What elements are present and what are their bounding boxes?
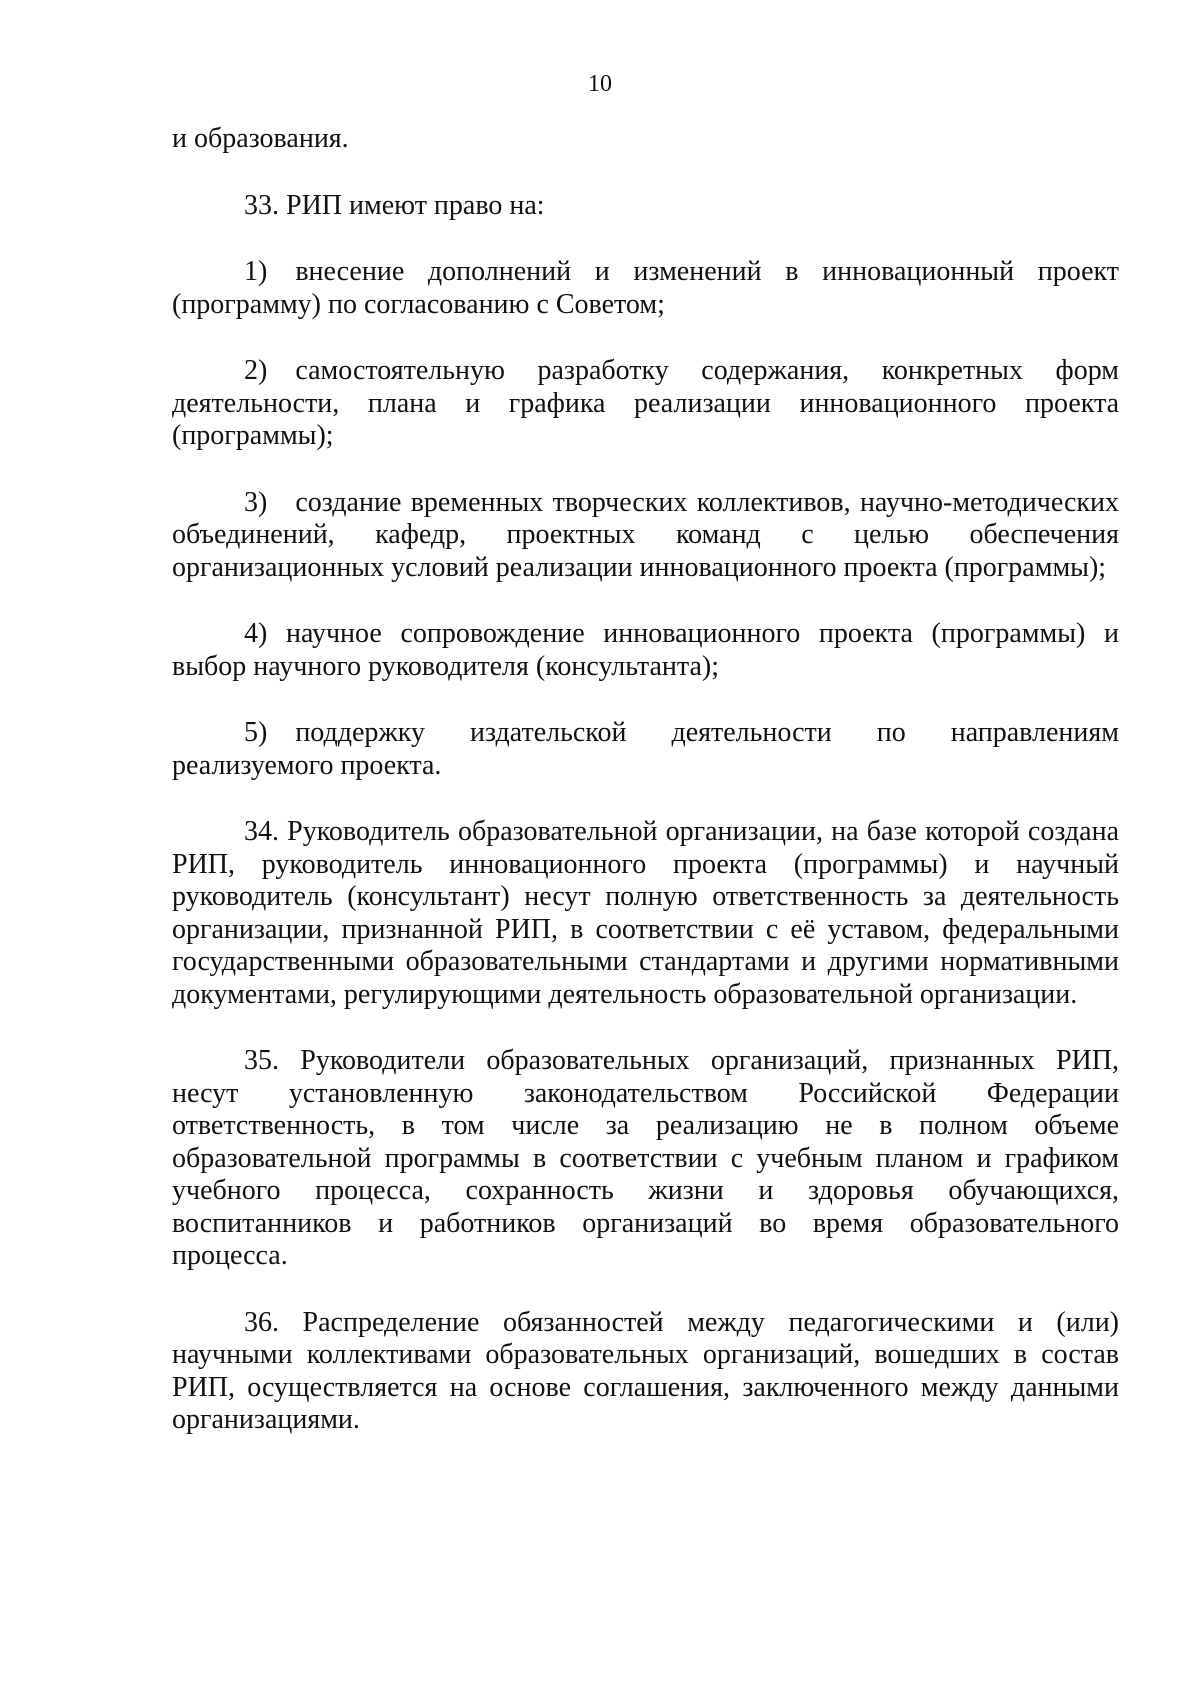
paragraph-continuation: и образования.	[172, 123, 349, 154]
page-number: 10	[588, 71, 612, 97]
clause-33-item-2: 2) самостоятельную разработку содержания, конкретных форм деятельности, плана и графика реализации инновационного проекта (программы);	[172, 355, 1119, 451]
clause-33-item-4: 4) научное сопровождение инновационного проекта (программы) и выбор научного руководителя (консультанта);	[172, 618, 1119, 682]
clause-35: 35. Руководители образовательных организаций, признанных РИП, несут установленную законодательством Российской Федерации ответственность, в том числе за реализацию не в полном объеме образовательной программы в соответствии с учебным планом и графиком учебного процесса, сохранность жизни и здоровья обучающихся, воспитанников и работников организаций во время образовательного процесса.	[172, 1045, 1119, 1271]
clause-33-heading: 33. РИП имеют право на:	[244, 189, 545, 221]
clause-34: 34. Руководитель образовательной организации, на базе которой создана РИП, руководитель инновационного проекта (программы) и научный руководитель (консультант) несут полную ответственность за деятельность организации, признанной РИП, в соответствии с её уставом, федеральными государственными образовательными стандартами и другими нормативными документами, регулирующими деятельность образовательной организации.	[172, 816, 1119, 1010]
clause-33-item-3: 3) создание временных творческих коллективов, научно-методических объединений, кафедр, проектных команд с целью обеспечения организационных условий реализации инновационного проекта (программы);	[172, 486, 1119, 583]
clause-33-item-1: 1) внесение дополнений и изменений в инновационный проект (программу) по согласованию с Советом;	[172, 256, 1119, 320]
clause-36: 36. Распределение обязанностей между педагогическими и (или) научными коллективами образовательных организаций, вошедших в состав РИП, осуществляется на основе соглашения, заключенного между данными организациями.	[172, 1306, 1119, 1435]
clause-33-item-5: 5) поддержку издательской деятельности по направлениям реализуемого проекта.	[172, 717, 1119, 781]
document-body	[172, 123, 1119, 1437]
